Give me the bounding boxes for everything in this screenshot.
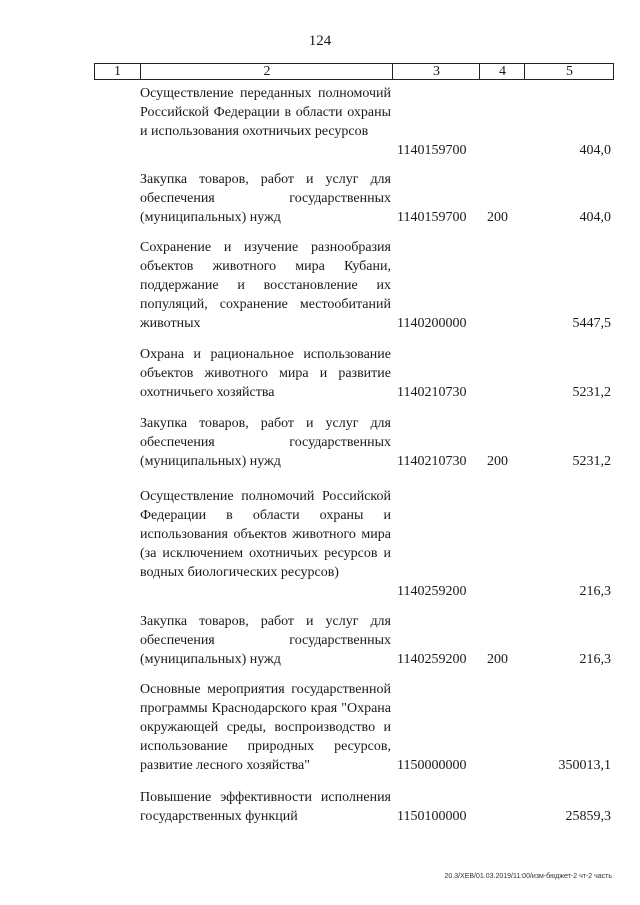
document-footer-stamp: 20.3/ХЕВ/01.03.2019/11:00/изм-бюджет-2 чт-2 часть: [444, 873, 612, 880]
row-code: 1140210730: [397, 454, 467, 469]
row-description: Закупка товаров, работ и услуг для обеспечения государственных (муниципальных) нужд: [140, 172, 391, 225]
header-col-3: 3: [392, 64, 480, 79]
row-amount: 404,0: [579, 210, 611, 225]
row-amount: 5447,5: [572, 316, 611, 331]
row-description: Осуществление полномочий Российской Федерации в области охраны и использования объектов животного мира (за исключением охотничьих ресурсов и водных биологических ресурсов): [140, 489, 391, 580]
row-amount: 404,0: [579, 143, 611, 158]
row-description: Осуществление переданных полномочий Российской Федерации в области охраны и использования охотничьих ресурсов: [140, 86, 391, 139]
row-amount: 5231,2: [572, 385, 611, 400]
row-amount: 216,3: [579, 652, 611, 667]
table-header-row: [94, 63, 614, 80]
header-col-5: 5: [524, 64, 614, 79]
row-code: 1150100000: [397, 809, 467, 824]
row-code: 1150000000: [397, 758, 467, 773]
row-code: 1140159700: [397, 210, 467, 225]
row-expense-type: 200: [487, 652, 508, 667]
row-description: Повышение эффективности исполнения государственных функций: [140, 790, 391, 824]
row-code: 1140210730: [397, 385, 467, 400]
row-description: Закупка товаров, работ и услуг для обеспечения государственных (муниципальных) нужд: [140, 416, 391, 469]
header-col-2: 2: [140, 64, 393, 79]
row-code: 1140159700: [397, 143, 467, 158]
row-expense-type: 200: [487, 210, 508, 225]
header-col-4: 4: [479, 64, 525, 79]
row-description: Охрана и рациональное использование объектов животного мира и развитие охотничьего хозяйства: [140, 347, 391, 400]
row-amount: 25859,3: [565, 809, 611, 824]
row-code: 1140259200: [397, 652, 467, 667]
page-number: 124: [308, 33, 332, 49]
row-expense-type: 200: [487, 454, 508, 469]
row-description: Закупка товаров, работ и услуг для обеспечения государственных (муниципальных) нужд: [140, 614, 391, 667]
row-code: 1140259200: [397, 584, 467, 599]
row-description: Сохранение и изучение разнообразия объектов животного мира Кубани, поддержание и восстановление их популяций, сохранение местообитаний животных: [140, 240, 391, 331]
row-code: 1140200000: [397, 316, 467, 331]
header-col-1: 1: [114, 64, 121, 79]
row-amount: 216,3: [579, 584, 611, 599]
row-amount: 5231,2: [572, 454, 611, 469]
row-amount: 350013,1: [558, 758, 611, 773]
row-description: Основные мероприятия государственной программы Краснодарского края "Охрана окружающей среды, воспроизводство и использование природных ресурсов, развитие лесного хозяйства": [140, 682, 391, 773]
